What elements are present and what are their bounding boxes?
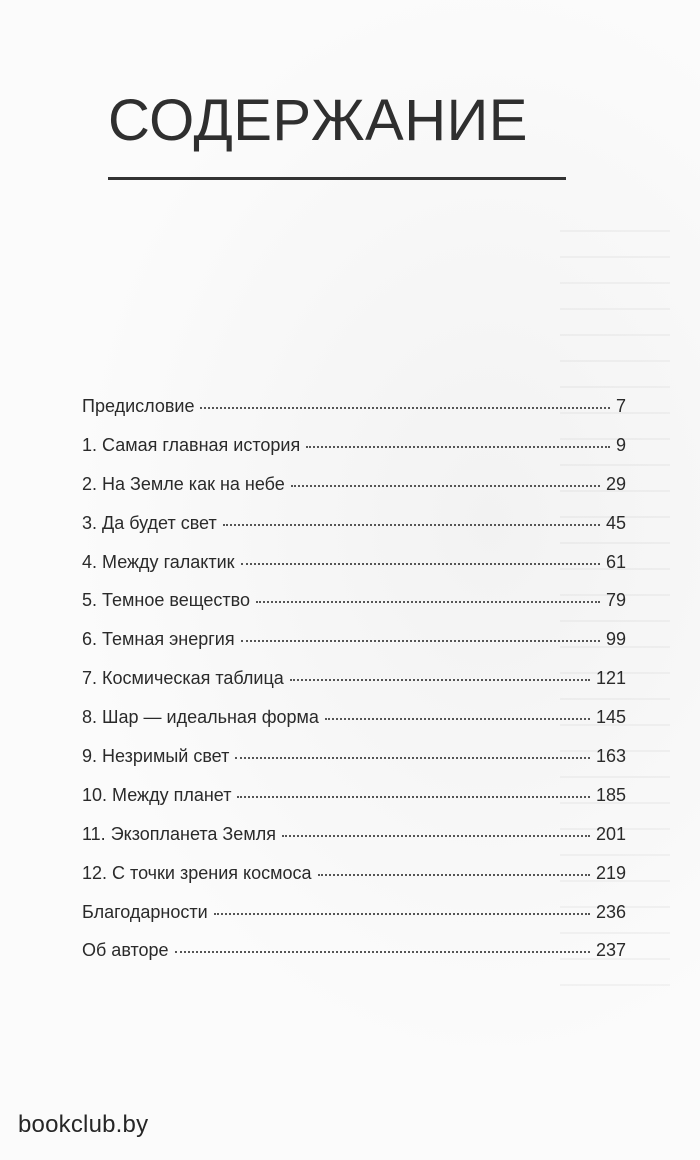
toc-entry-page-number: 236 xyxy=(595,901,626,922)
toc-entry-page-number: 219 xyxy=(595,862,626,883)
toc-entry-page-number: 163 xyxy=(595,746,626,767)
toc-entry xyxy=(82,863,626,902)
dot-leader xyxy=(256,600,600,603)
toc-entry xyxy=(82,629,626,668)
dot-leader xyxy=(175,950,590,953)
toc-entry xyxy=(82,746,626,785)
toc-entry xyxy=(82,902,626,941)
toc-entry xyxy=(82,668,626,707)
toc-entry-title: 7. Космическая таблица xyxy=(82,668,284,689)
table-of-contents xyxy=(82,396,626,979)
toc-entry xyxy=(82,824,626,863)
contents-heading: СОДЕРЖАНИЕ xyxy=(108,88,528,153)
toc-entry-page-number: 185 xyxy=(595,784,626,805)
toc-entry xyxy=(82,474,626,513)
dot-leader xyxy=(290,678,590,681)
toc-entry-page-number: 237 xyxy=(595,940,626,961)
toc-entry-title: 12. С точки зрения космоса xyxy=(82,862,312,883)
dot-leader xyxy=(223,523,600,526)
toc-entry-title: 11. Экзопланета Земля xyxy=(82,823,276,844)
dot-leader xyxy=(200,406,610,409)
toc-entry xyxy=(82,785,626,824)
toc-entry-title: Об авторе xyxy=(82,940,169,961)
toc-entry-title: 6. Темная энергия xyxy=(82,629,235,650)
dot-leader xyxy=(325,717,590,720)
toc-entry-title: 9. Незримый свет xyxy=(82,746,230,767)
dot-leader xyxy=(306,445,610,448)
watermark: bookclub.by xyxy=(18,1111,149,1138)
toc-entry-title: 5. Темное вещество xyxy=(82,590,250,611)
dot-leader xyxy=(282,834,590,837)
dot-leader xyxy=(241,562,600,565)
toc-entry-page-number: 7 xyxy=(615,396,626,416)
dot-leader xyxy=(214,912,590,915)
toc-entry-page-number: 45 xyxy=(605,512,626,533)
toc-entry-page-number: 145 xyxy=(595,707,626,728)
toc-entry xyxy=(82,396,626,435)
toc-entry-page-number: 201 xyxy=(595,823,626,844)
dot-leader xyxy=(318,873,590,876)
toc-entry xyxy=(82,590,626,629)
heading-underline xyxy=(108,177,566,180)
toc-entry xyxy=(82,435,626,474)
toc-entry-title: 3. Да будет свет xyxy=(82,512,217,533)
toc-entry-page-number: 79 xyxy=(605,590,626,611)
dot-leader xyxy=(291,484,600,487)
dot-leader xyxy=(235,756,590,759)
toc-entry-page-number: 9 xyxy=(615,434,626,455)
toc-entry-page-number: 99 xyxy=(605,629,626,650)
toc-entry-title: 1. Самая главная история xyxy=(82,434,301,455)
toc-entry xyxy=(82,513,626,552)
toc-entry-title: 8. Шар — идеальная форма xyxy=(82,707,319,728)
toc-entry-title: 2. На Земле как на небе xyxy=(82,473,285,494)
dot-leader xyxy=(237,795,590,798)
toc-entry-page-number: 29 xyxy=(605,473,626,494)
dot-leader xyxy=(241,639,600,642)
toc-entry xyxy=(82,552,626,591)
toc-entry xyxy=(82,940,626,979)
toc-entry-title: 10. Между планет xyxy=(82,784,232,805)
toc-entry-title: Предисловие xyxy=(82,396,195,416)
toc-entry xyxy=(82,707,626,746)
toc-entry-title: 4. Между галактик xyxy=(82,551,235,572)
toc-entry-page-number: 121 xyxy=(595,668,626,689)
toc-entry-page-number: 61 xyxy=(605,551,626,572)
toc-entry-title: Благодарности xyxy=(82,901,208,922)
